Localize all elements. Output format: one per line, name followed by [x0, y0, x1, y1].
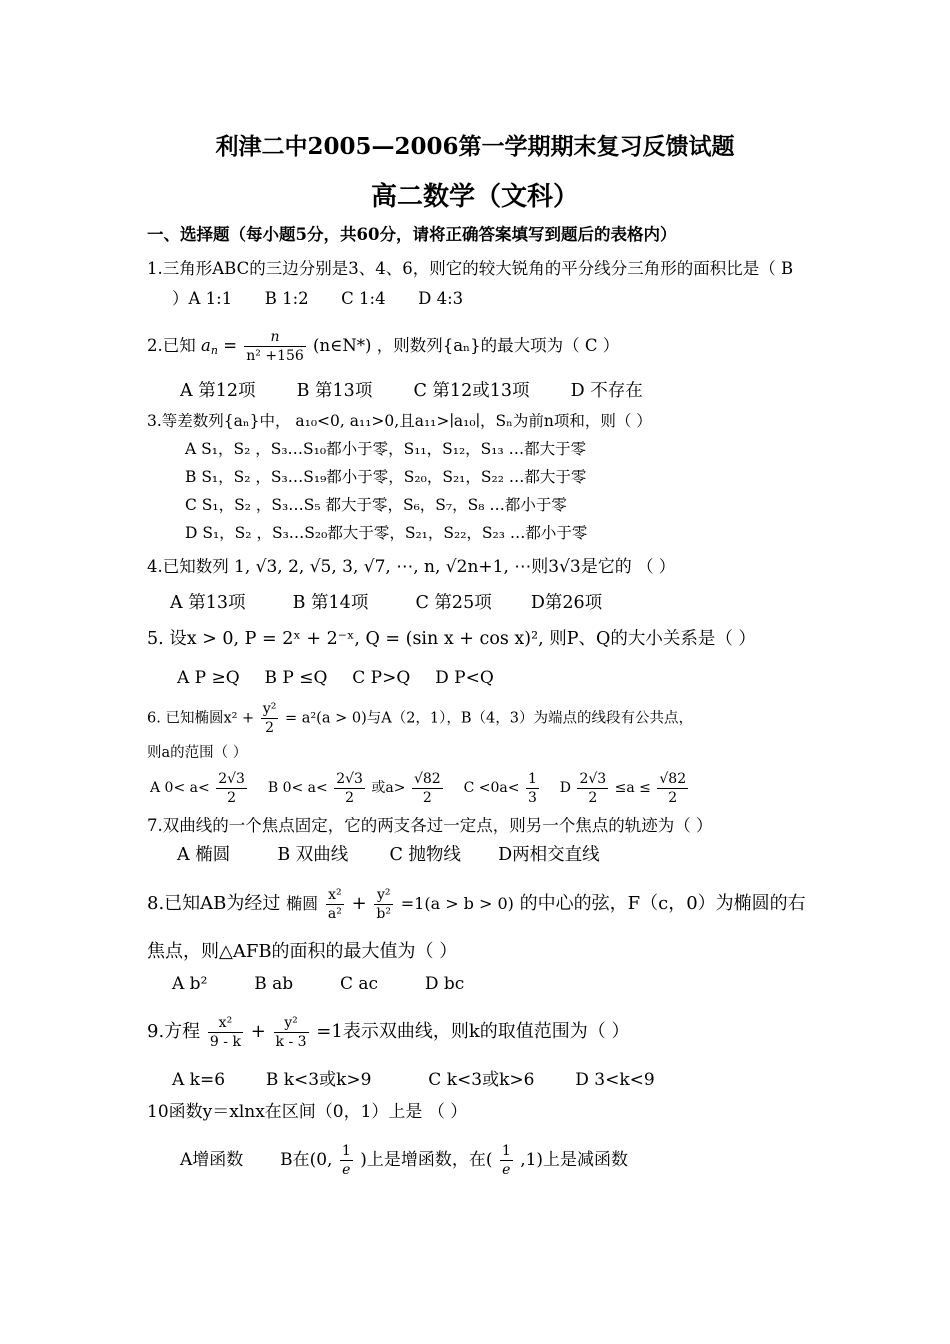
q6-opt-a-frac: [216, 770, 247, 807]
q7-option-d: D两相交直线: [498, 845, 600, 865]
q2-eq: =: [223, 336, 243, 355]
q9-frac-y: [274, 1014, 309, 1051]
q8-stem: [147, 882, 806, 926]
q6-opt-b-den: 2: [345, 789, 355, 806]
q4-sequence: 1, √3, 2, √5, 3, √7, ⋯, n, √2n+1, ⋯则3√3是它的: [234, 557, 632, 577]
exam-title: 利津二中2005—2006第一学期期末复习反馈试题: [215, 133, 735, 160]
q7-option-b: B 双曲线: [277, 845, 349, 865]
q6-opt-b-den2: 2: [422, 789, 432, 806]
q1-option-b: B 1:2: [264, 289, 309, 308]
q2-num: n: [244, 328, 306, 347]
q5-option-c: C P>Q: [352, 668, 411, 688]
q2-option-b: B 第13项: [296, 381, 373, 401]
q6-opt-d-den2: 2: [668, 789, 678, 806]
q9-den1: 9 - k: [209, 1033, 241, 1050]
q6-opt-d-frac2: [657, 770, 688, 807]
q7-stem: 7.双曲线的一个焦点固定，它的两支各过一定点，则另一个焦点的轨迹为（ ）: [147, 816, 713, 835]
q8-num1: x²: [326, 886, 344, 905]
q4-suffix: （ ）: [636, 557, 676, 576]
q10-options: [180, 1138, 628, 1182]
q8-option-c: C ac: [339, 974, 379, 994]
q4-option-d: D第26项: [530, 593, 603, 613]
q2-suffix: ，则数列{aₙ}的最大项为（ C ）: [376, 336, 620, 355]
q10-frac-2: [500, 1142, 513, 1179]
q2-options: [180, 380, 643, 402]
q6-options: [150, 768, 690, 808]
q1-stem: 1.三角形ABC的三边分别是3、4、6，则它的较大锐角的平分线分三角形的面积比是（ B: [147, 259, 794, 278]
q1-option-c: C 1:4: [341, 289, 386, 308]
exam-subtitle: 高二数学（文科）: [370, 182, 579, 212]
q1-option-d: D 4:3: [418, 289, 464, 308]
q10-stem: 10函数y＝xlnx在区间（0，1）上是 （ ）: [147, 1102, 468, 1122]
q10-num1: 1: [341, 1143, 351, 1159]
q6-frac: [261, 700, 279, 737]
q2-option-c: C 第12或13项: [413, 381, 530, 401]
q8-frac-x: [326, 886, 344, 923]
q6-opt-a-den: 2: [227, 789, 237, 806]
q5-option-b: B P ≤Q: [264, 668, 328, 688]
q6-num: y²: [262, 701, 277, 717]
q8-option-a: A b²: [172, 974, 208, 994]
q6-option-b: B 0< a<: [267, 780, 328, 796]
q3-option-d: D S₁，S₂ ，S₃…S₂₀都大于零，S₂₁，S₂₂，S₂₃ …都小于零: [185, 524, 588, 542]
q6-opt-c-den: 3: [527, 789, 537, 806]
q8-suffix: 的中心的弦，F（c，0）为椭圆的右: [519, 893, 806, 914]
q6-option-a: A 0< a<: [150, 780, 210, 796]
section-heading: 一、选择题（每小题5分，共60分，请将正确答案填写到题后的表格内）: [147, 225, 677, 244]
q8-num2: y²: [374, 886, 393, 905]
q6-stem-a: 6. 已知椭圆x² +: [147, 710, 255, 727]
q8-prefix: 8.已知AB为经过: [147, 893, 281, 914]
q10-option-b-post: ,1)上是减函数: [520, 1150, 629, 1170]
q8-plus: +: [351, 893, 367, 914]
q6-opt-a-num: 2√3: [218, 770, 245, 787]
q9-den2: k - 3: [275, 1033, 307, 1050]
q6-opt-c-frac: [526, 770, 539, 807]
q8-option-b: B ab: [254, 974, 294, 994]
q6-opt-d-num: 2√3: [579, 770, 607, 787]
q10-frac-1: [340, 1142, 353, 1179]
q9-option-b: B k<3或k>9: [265, 1070, 372, 1090]
q10-option-b-pre: B在(0,: [280, 1150, 333, 1170]
q4-options: [170, 592, 602, 614]
q3-option-b: B S₁，S₂ ，S₃…S₁₉都小于零，S₂₀，S₂₁，S₂₂ …都大于零: [185, 468, 587, 486]
q4-option-a: A 第13项: [170, 593, 246, 613]
q4-option-c: C 第25项: [415, 593, 492, 613]
q8-line2: 焦点，则△AFB的面积的最大值为（ ）: [147, 941, 458, 962]
q8-den2: b²: [376, 905, 391, 922]
q8-cond: =1(a > b > 0): [400, 894, 514, 913]
q7-option-c: C 抛物线: [389, 845, 461, 865]
q7-options: [177, 844, 600, 866]
q7-option-a: A 椭圆: [177, 845, 231, 865]
q6-opt-b-frac2: [412, 770, 443, 807]
q2-cond: (n∈N*): [313, 336, 372, 355]
q6-option-d: D: [559, 780, 571, 796]
q6-stem: [147, 700, 693, 737]
q10-den1: e: [342, 1162, 351, 1178]
q8-ellipse: 椭圆: [286, 894, 319, 913]
q9-options: [172, 1069, 655, 1091]
q5-stem: 5. 设x > 0, P = 2ˣ + 2⁻ˣ, Q = (sin x + cos x)², 则P、Q的大小关系是（ ）: [147, 629, 756, 649]
q6-opt-d-den: 2: [588, 789, 598, 806]
q9-stem: [147, 1010, 629, 1054]
q4-option-b: B 第14项: [292, 593, 369, 613]
q6-option-c: C <0a<: [463, 780, 520, 796]
q2-stem: [147, 326, 619, 371]
q5-option-a: A P ≥Q: [177, 668, 240, 688]
q9-num1: x²: [208, 1014, 243, 1033]
q6-stem-2: 则a的范围（ ）: [147, 745, 248, 761]
q9-suffix: =1表示双曲线，则k的取值范围为（ ）: [316, 1021, 630, 1042]
q8-options: [172, 973, 464, 995]
q6-opt-d-frac: [577, 770, 608, 807]
q10-option-a: A增函数: [180, 1150, 244, 1170]
q4-stem: [147, 556, 675, 578]
q6-stem-b: = a²(a > 0)与A（2，1），B（4，3）为端点的线段有公共点，: [284, 710, 693, 727]
q6-den: 2: [265, 720, 275, 736]
q9-option-a: A k=6: [172, 1070, 226, 1090]
q2-prefix: 2.已知: [147, 336, 196, 355]
q9-frac-x: [208, 1014, 243, 1051]
q8-frac-y: [374, 886, 393, 923]
q9-num2: y²: [274, 1014, 309, 1033]
q9-option-c: C k<3或k>6: [428, 1070, 535, 1090]
q9-option-d: D 3<k<9: [575, 1070, 655, 1090]
q2-den: n² +156: [246, 348, 304, 364]
q2-lhs-sub: n: [210, 344, 218, 357]
q1-option-a: ）A 1:1: [172, 289, 233, 308]
q10-den2: e: [502, 1162, 511, 1178]
q6-opt-c-num: 1: [527, 770, 537, 787]
q2-option-d: D 不存在: [570, 381, 643, 401]
q5-option-d: D P<Q: [435, 668, 494, 688]
q6-opt-b-mid: 或a>: [371, 780, 406, 796]
q9-plus: +: [250, 1021, 266, 1042]
q10-option-b-mid: )上是增函数，在(: [360, 1150, 493, 1170]
q4-prefix: 4.已知数列: [147, 557, 229, 576]
q6-opt-d-mid: ≤a ≤: [614, 780, 651, 796]
q9-prefix: 9.方程: [147, 1021, 201, 1042]
q3-stem: 3.等差数列{aₙ}中， a₁₀<0, a₁₁>0,且a₁₁>∣a₁₀∣，Sₙ为前n项和，则（ ）: [147, 412, 652, 430]
q6-opt-b-num2: √82: [413, 770, 441, 787]
q3-option-a: A S₁，S₂ ，S₃…S₁₀都小于零，S₁₁，S₁₂，S₁₃ …都大于零: [185, 440, 587, 458]
q6-opt-b-frac: [334, 770, 365, 807]
q2-fraction: [244, 328, 306, 365]
q6-opt-d-num2: √82: [659, 770, 687, 787]
q2-lhs: a: [201, 336, 211, 355]
q5-options: [177, 667, 494, 689]
q2-option-a: A 第12项: [180, 381, 256, 401]
q8-den1: a²: [327, 905, 342, 922]
q3-option-c: C S₁，S₂ ，S₃…S₅ 都大于零，S₆，S₇，S₈ …都小于零: [185, 496, 567, 514]
q1-options: [172, 288, 463, 310]
q10-num2: 1: [501, 1143, 511, 1159]
q6-opt-b-num: 2√3: [336, 770, 363, 787]
q8-option-d: D bc: [424, 974, 465, 994]
